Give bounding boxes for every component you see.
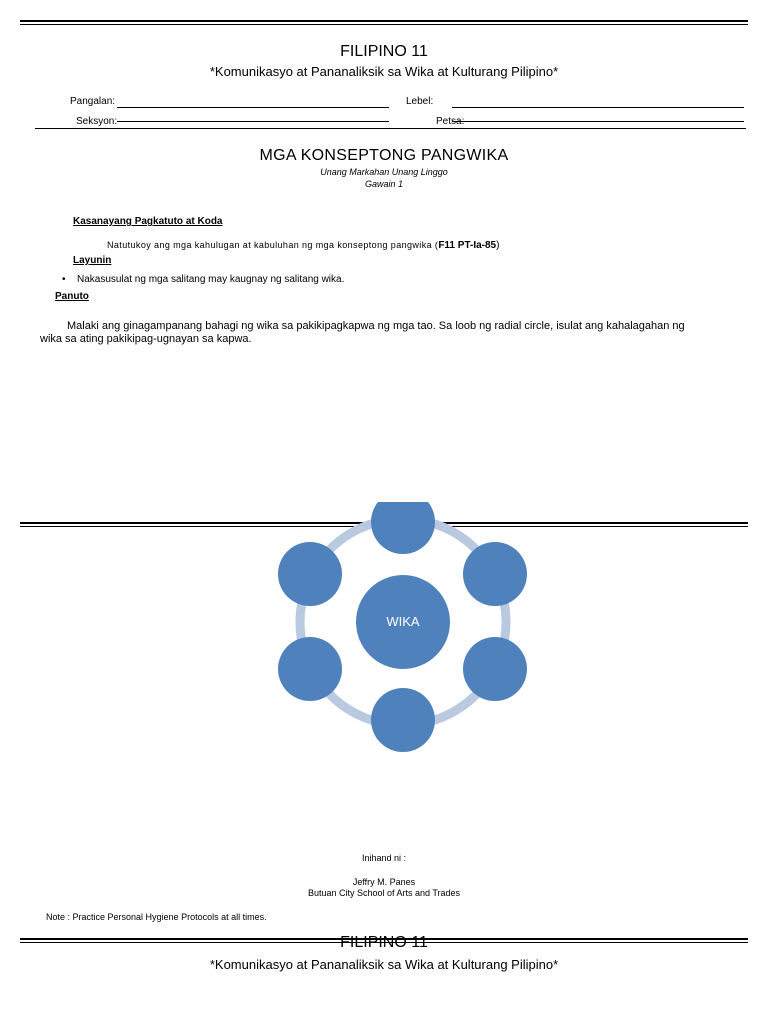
outer-node-lower-left[interactable] — [278, 637, 342, 701]
course-title: FILIPINO 11 — [340, 43, 428, 60]
footer-course-subtitle: *Komunikasyo at Pananaliksik sa Wika at Kulturang Pilipino* — [209, 957, 559, 972]
competency-text: Natutukoy ang mga kahulugan at kabuluhan ng mga konseptong pangwika ( — [107, 240, 439, 250]
date-label: Petsa: — [436, 116, 465, 127]
school-name: Butuan City School of Arts and Trades — [307, 888, 461, 898]
quarter-week: Unang Markahan Unang Linggo — [320, 167, 448, 177]
center-label: WIKA — [386, 614, 420, 629]
clip-mask — [360, 490, 440, 502]
outer-node-lower-right[interactable] — [463, 637, 527, 701]
level-field[interactable] — [452, 107, 744, 108]
directions-text-line1: Malaki ang ginagampanang bahagi ng wika sa pakikipagkapwa ng mga tao. Sa loob ng radial circle, isulat ang kahalagahan ng — [67, 320, 685, 332]
directions-text-line2: wika sa ating pakikipag-ugnayan sa kapwa. — [40, 333, 252, 345]
competency-code: F11 PT-Ia-85 — [438, 240, 497, 251]
activity-number: Gawain 1 — [364, 179, 404, 189]
prepared-by-label: Inihand ni : — [361, 853, 407, 863]
directions-heading: Panuto — [55, 291, 89, 302]
top-double-rule — [20, 20, 748, 25]
date-field[interactable] — [452, 121, 744, 122]
competency-line — [107, 235, 499, 253]
objective-heading: Layunin — [73, 255, 112, 266]
footer-note: Note : Practice Personal Hygiene Protocols at all times. — [46, 912, 267, 922]
competency-heading: Kasanayang Pagkatuto at Koda — [73, 216, 223, 227]
outer-node-upper-right[interactable] — [463, 542, 527, 606]
radial-circle-diagram — [270, 498, 540, 760]
competency-close: ) — [496, 240, 500, 251]
lesson-title: MGA KONSEPTONG PANGWIKA — [259, 147, 509, 164]
outer-node-upper-left[interactable] — [278, 542, 342, 606]
name-field[interactable] — [117, 107, 389, 108]
footer-course-title: FILIPINO 11 — [340, 934, 428, 951]
outer-node-top[interactable] — [371, 498, 435, 554]
header-divider — [35, 128, 746, 129]
objective-bullet: • — [62, 274, 66, 285]
course-subtitle: *Komunikasyo at Pananaliksik sa Wika at Kulturang Pilipino* — [209, 64, 559, 79]
level-label: Lebel: — [406, 96, 434, 107]
outer-node-bottom[interactable] — [371, 688, 435, 752]
name-label: Pangalan: — [70, 96, 116, 107]
section-field[interactable] — [117, 121, 389, 122]
author-name: Jeffry M. Panes — [352, 877, 416, 887]
section-label: Seksyon: — [76, 116, 118, 127]
objective-item: Nakasusulat ng mga salitang may kaugnay ng salitang wika. — [77, 274, 345, 285]
